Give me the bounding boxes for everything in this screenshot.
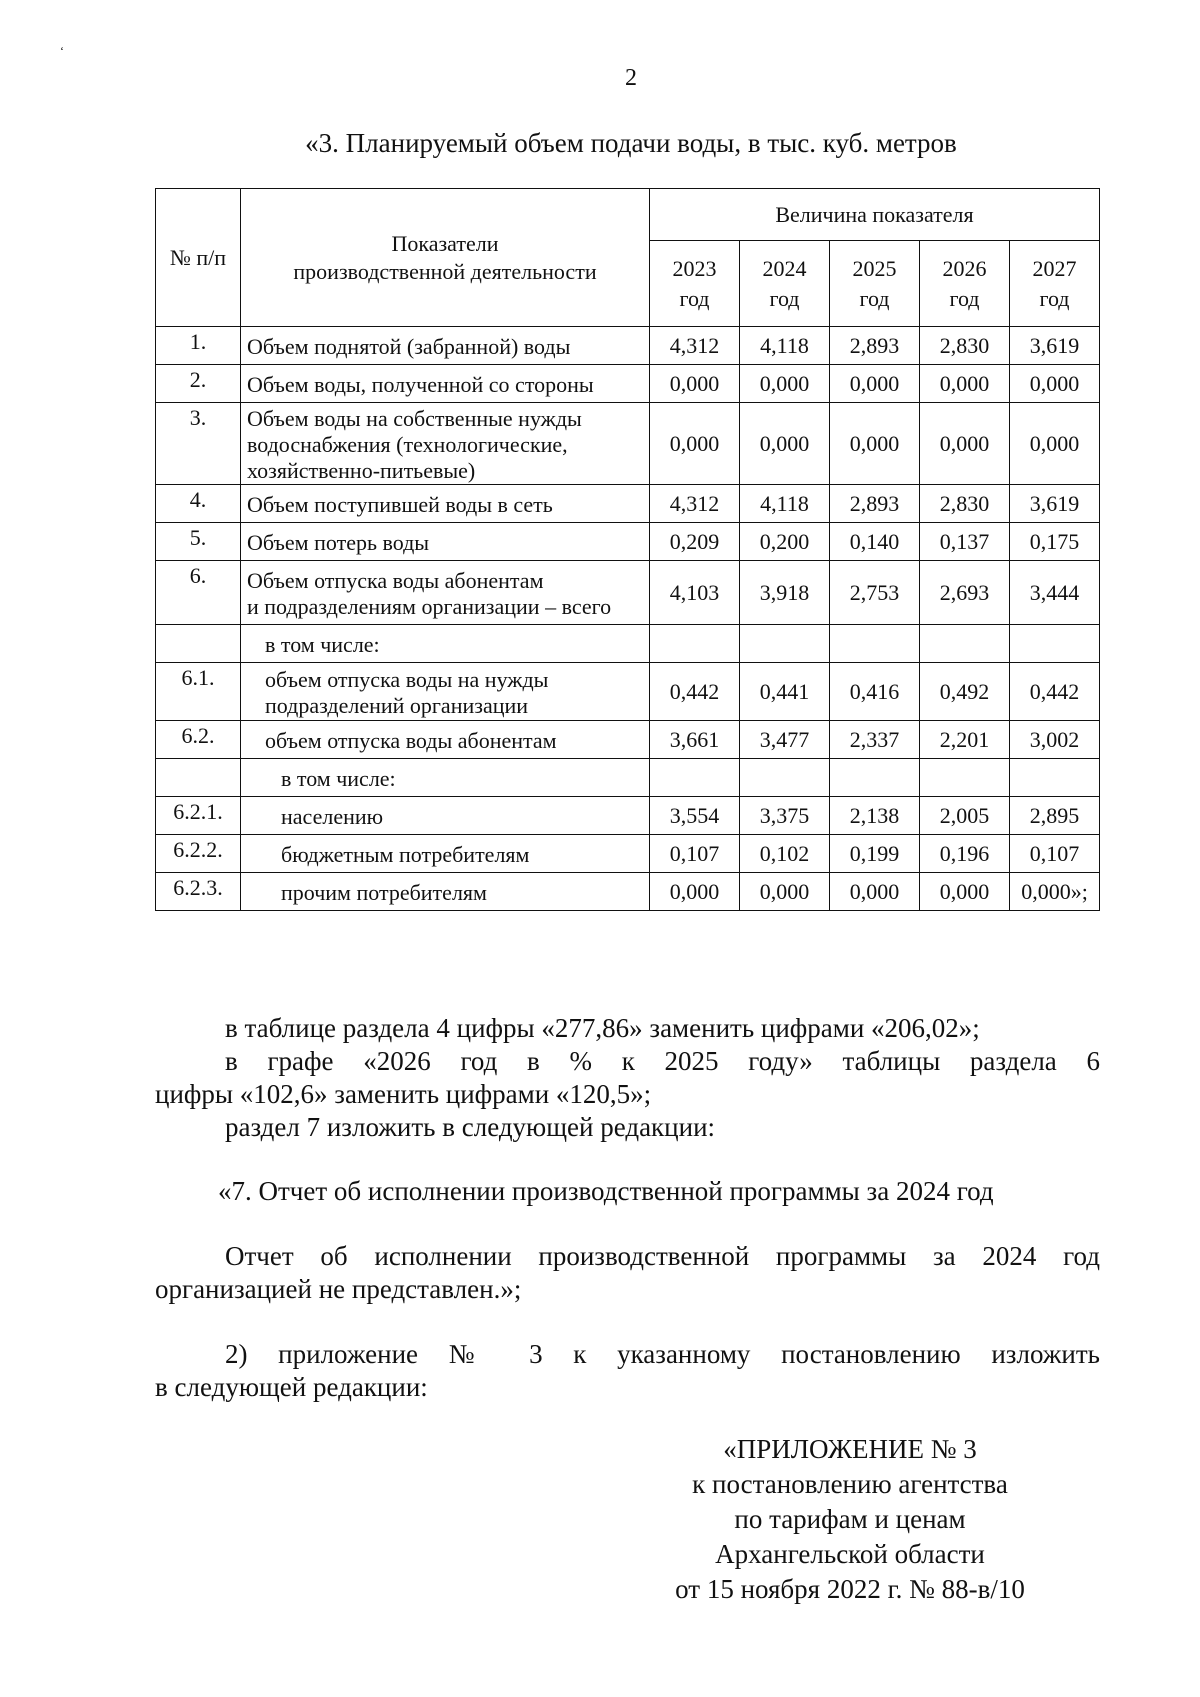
- value-cell: 0,442: [1010, 663, 1100, 721]
- table-row: [156, 561, 1100, 625]
- value-cell: 0,000: [920, 873, 1010, 911]
- value-cell: 0,000: [830, 873, 920, 911]
- paragraph-5-line1: 2) приложение № 3 к указанному постановлению изложить: [225, 1339, 1100, 1369]
- value-cell: [1010, 759, 1100, 797]
- appendix-date: от 15 ноября 2022 г. № 88-в/10: [675, 1574, 1025, 1604]
- paragraph-1: в таблице раздела 4 цифры «277,86» заменить цифрами «206,02»;: [225, 1013, 980, 1043]
- value-cell: 2,753: [830, 561, 920, 625]
- year-value: 2023: [672, 255, 717, 281]
- value-cell: 2,893: [830, 327, 920, 365]
- col-name-header: [241, 189, 650, 327]
- year-unit: год: [1039, 285, 1070, 311]
- paragraph-2-line2: цифры «102,6» заменить цифрами «120,5»;: [155, 1079, 652, 1109]
- value-cell: 0,140: [830, 523, 920, 561]
- value-cell: [650, 759, 740, 797]
- value-cell: 3,619: [1010, 485, 1100, 523]
- paragraph-5-line2: в следующей редакции:: [155, 1372, 428, 1402]
- appendix-title: «ПРИЛОЖЕНИЕ № 3: [723, 1434, 977, 1464]
- paragraph-3: раздел 7 изложить в следующей редакции:: [225, 1112, 716, 1142]
- row-indicator: Объем потерь воды: [241, 523, 650, 561]
- value-cell: 0,175: [1010, 523, 1100, 561]
- value-cell: 0,000: [650, 365, 740, 403]
- value-cell: 0,200: [740, 523, 830, 561]
- appendix-line3: по тарифам и ценам: [734, 1504, 966, 1534]
- value-cell: 4,118: [740, 327, 830, 365]
- value-cell: 0,492: [920, 663, 1010, 721]
- section-7-heading: «7. Отчет об исполнении производственной программы за 2024 год: [218, 1176, 994, 1206]
- value-cell: 0,416: [830, 663, 920, 721]
- row-number: 1.: [156, 327, 241, 365]
- row-indicator-line: хозяйственно-питьевые): [247, 457, 476, 483]
- value-cell: 0,000: [740, 873, 830, 911]
- value-cell: 0,000: [830, 365, 920, 403]
- year-header: [740, 241, 830, 327]
- value-cell: 4,103: [650, 561, 740, 625]
- row-number: 6.1.: [156, 663, 241, 721]
- row-indicator: населению: [241, 797, 650, 835]
- value-cell: 3,619: [1010, 327, 1100, 365]
- year-value: 2026: [942, 255, 987, 281]
- row-number: 5.: [156, 523, 241, 561]
- year-unit: год: [859, 285, 890, 311]
- value-cell: 4,312: [650, 485, 740, 523]
- year-header: [1010, 241, 1100, 327]
- values-header: Величина показателя: [650, 189, 1100, 241]
- value-cell: 0,137: [920, 523, 1010, 561]
- value-cell: 0,000: [650, 873, 740, 911]
- row-number: 6.: [156, 561, 241, 625]
- table-row: [156, 625, 1100, 663]
- value-cell: 2,830: [920, 327, 1010, 365]
- value-cell: 3,918: [740, 561, 830, 625]
- year-header: [830, 241, 920, 327]
- year-header: [920, 241, 1010, 327]
- value-cell: 3,375: [740, 797, 830, 835]
- row-indicator: [241, 403, 650, 485]
- value-cell: 0,199: [830, 835, 920, 873]
- table-row: [156, 873, 1100, 911]
- value-cell: 0,441: [740, 663, 830, 721]
- value-cell: [650, 625, 740, 663]
- value-cell: 3,477: [740, 721, 830, 759]
- year-unit: год: [949, 285, 980, 311]
- row-indicator-line: Объем отпуска воды абонентам: [247, 567, 544, 593]
- value-cell: [830, 625, 920, 663]
- value-cell: 0,107: [1010, 835, 1100, 873]
- row-indicator: [241, 663, 650, 721]
- value-cell: 0,102: [740, 835, 830, 873]
- row-number: 6.2.2.: [156, 835, 241, 873]
- row-indicator-line: подразделений организации: [265, 692, 529, 718]
- value-cell: 3,661: [650, 721, 740, 759]
- value-cell: 0,000»;: [1010, 873, 1100, 911]
- row-indicator: прочим потребителям: [241, 873, 650, 911]
- row-number: 6.2.: [156, 721, 241, 759]
- col-name-header-line1: Показатели: [391, 230, 499, 256]
- value-cell: 2,893: [830, 485, 920, 523]
- value-cell: 2,138: [830, 797, 920, 835]
- col-num-header: № п/п: [156, 189, 241, 327]
- value-cell: 0,000: [920, 365, 1010, 403]
- section-title: «3. Планируемый объем подачи воды, в тыс. куб. метров: [305, 128, 957, 158]
- row-number: [156, 759, 241, 797]
- paragraph-2-line1: в графе «2026 год в % к 2025 году» таблицы раздела 6: [225, 1046, 1100, 1076]
- row-number: 2.: [156, 365, 241, 403]
- year-value: 2025: [852, 255, 897, 281]
- value-cell: 2,895: [1010, 797, 1100, 835]
- value-cell: 0,000: [1010, 365, 1100, 403]
- value-cell: 4,118: [740, 485, 830, 523]
- value-cell: 2,201: [920, 721, 1010, 759]
- value-cell: 4,312: [650, 327, 740, 365]
- table-row: [156, 759, 1100, 797]
- table-row: [156, 721, 1100, 759]
- row-indicator: в том числе:: [241, 625, 650, 663]
- row-number: 6.2.1.: [156, 797, 241, 835]
- value-cell: 0,000: [740, 403, 830, 485]
- table-row: [156, 485, 1100, 523]
- appendix-block: [640, 1432, 1060, 1607]
- value-cell: 3,444: [1010, 561, 1100, 625]
- row-number: 6.2.3.: [156, 873, 241, 911]
- value-cell: 3,554: [650, 797, 740, 835]
- water-volume-table: [155, 188, 1100, 911]
- year-value: 2027: [1032, 255, 1077, 281]
- table-row: [156, 835, 1100, 873]
- row-indicator: [241, 561, 650, 625]
- row-number: 3.: [156, 403, 241, 485]
- table-row: [156, 403, 1100, 485]
- row-indicator-line: и подразделениям организации – всего: [247, 593, 612, 619]
- row-indicator: Объем поступившей воды в сеть: [241, 485, 650, 523]
- value-cell: 0,000: [740, 365, 830, 403]
- table-row: [156, 327, 1100, 365]
- value-cell: 0,442: [650, 663, 740, 721]
- row-indicator: объем отпуска воды абонентам: [241, 721, 650, 759]
- table-header: [156, 189, 1100, 327]
- table-row: [156, 365, 1100, 403]
- paragraph-4-line2: организацией не представлен.»;: [155, 1274, 522, 1304]
- table-row: [156, 663, 1100, 721]
- value-cell: 2,005: [920, 797, 1010, 835]
- value-cell: 0,000: [830, 403, 920, 485]
- value-cell: 3,002: [1010, 721, 1100, 759]
- value-cell: [740, 625, 830, 663]
- value-cell: [740, 759, 830, 797]
- row-indicator-line: Объем воды на собственные нужды: [247, 405, 582, 431]
- value-cell: 2,830: [920, 485, 1010, 523]
- value-cell: 0,209: [650, 523, 740, 561]
- value-cell: 0,196: [920, 835, 1010, 873]
- value-cell: 2,337: [830, 721, 920, 759]
- row-indicator: бюджетным потребителям: [241, 835, 650, 873]
- page-number: 2: [625, 65, 637, 91]
- row-indicator-line: объем отпуска воды на нужды: [265, 666, 549, 692]
- value-cell: [1010, 625, 1100, 663]
- appendix-line4: Архангельской области: [715, 1539, 985, 1569]
- col-name-header-line2: производственной деятельности: [293, 258, 597, 284]
- value-cell: 0,000: [1010, 403, 1100, 485]
- margin-mark: ‘: [60, 44, 64, 58]
- year-unit: год: [679, 285, 710, 311]
- row-indicator-line: водоснабжения (технологические,: [247, 431, 568, 457]
- row-number: 4.: [156, 485, 241, 523]
- value-cell: [920, 759, 1010, 797]
- row-number: [156, 625, 241, 663]
- year-value: 2024: [762, 255, 807, 281]
- row-indicator: в том числе:: [241, 759, 650, 797]
- value-cell: [920, 625, 1010, 663]
- table-body: [156, 327, 1100, 911]
- value-cell: 0,000: [920, 403, 1010, 485]
- value-cell: 0,000: [650, 403, 740, 485]
- value-cell: 2,693: [920, 561, 1010, 625]
- row-indicator: Объем воды, полученной со стороны: [241, 365, 650, 403]
- value-cell: [830, 759, 920, 797]
- table-row: [156, 523, 1100, 561]
- year-header: [650, 241, 740, 327]
- paragraph-4-line1: Отчет об исполнении производственной программы за 2024 год: [225, 1241, 1100, 1271]
- row-indicator: Объем поднятой (забранной) воды: [241, 327, 650, 365]
- table-row: [156, 797, 1100, 835]
- appendix-line2: к постановлению агентства: [692, 1469, 1008, 1499]
- value-cell: 0,107: [650, 835, 740, 873]
- year-unit: год: [769, 285, 800, 311]
